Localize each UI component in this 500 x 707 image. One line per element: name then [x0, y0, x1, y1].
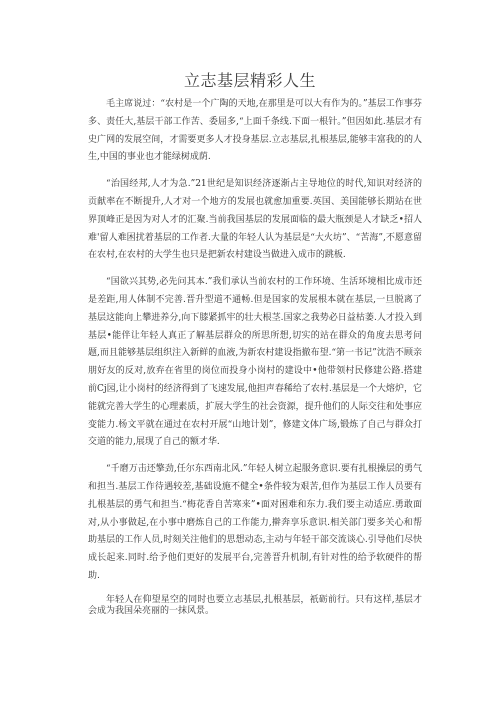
- page-title: 立志基层精彩人生: [183, 71, 316, 90]
- paragraph-1: 毛主席说过：“农村是一个广陶的天地,在那里是可以大有作为的。”基层工作事芬多、责任大,基层干部工作苦、委屈多,“上面千条线.下面一根针。”但因如此.基层才有史广网的发展空间，才需要更多人才投身基层.立志基层,扎根基层,能够丰富我的的人生,中国的事业也才能绿树成荫.: [88, 99, 422, 163]
- paragraph-3: “国欲兴其势,必先问其本.”我们承认当前农村的工作环境、生活环境相比成市还是差距,用人体制不完善.晋升型道不通畅.但是国家的发展根本就在基层,一旦脱离了基层这能向上攀进养分,向下膝紧抓牢的壮大根茎.国家之我势必日益枯萎.人才投入到基层•能伴让年轻人真正了解基层群众的所思所想,切实的站在群众的角度去思考问题,而且能够基层组织注入新鲜的血液,为新农村建设指撤布望.“第一书记”沈浩不顾亲朋好友的反对,放弃在省里的岗位而投身小岗村的建设中•他带领村民修建公路.搭建前Cj园,让小岗村的经济得到了飞速发展,他担声春稀给了农村.基层是一个大熔炉，它能就完善大学生的心理素质，扩展大学生的社会资源，提升他们的人际交往和处事应变能力.杨文平就在通过在农村开展“山地计划”，修建文体广场,锻炼了自己与群众打交道的能力,展现了自己的额才华.: [88, 277, 422, 448]
- paragraph-2: “治国经邦,人才为急.”21世纪是知识经济逐渐占主导地位的时代,知识对经济的贡献率在不断提升,人才对一个地方的发展也就愈加重要.英国、美国能够长期站在世界顶峰正是因为对人才的汇聚.当前我国基层的发展面临的最大瓶颈是人才缺乏•招人难'留人难困扰着基层的工作者.大量的年轻人认为基层是“大火坊”、“苦海”,不愿意留在农村,在农村的大学生也只是把新农村建设当做进入成市的跳板.: [88, 179, 422, 261]
- paragraph-4: “千磨万击还擎劲,任尔东西南北风.”年轻人树立起服务意识.要有扎根操层的勇气和担当.基层工作待遇较差,基础设施不健全•条件较为艰苦,但作为基层工作人员要有扎根基层的勇气和担当.“梅花香自苦寒来”•面对困难和东力.我们要主动适应.勇敢面对,从小事做起,在小事中磨炼自己的工作能力,擀奔享乐意识.相关部门要多关心和帮助基层的工作人员,时刻关注他们的思想动态,主动与年轻干部交流谈心.引导他们尽快成长起来.同时.给予他们更好的发展平台,完善晋升机制,有针对性的给予软硬件的帮助.: [88, 464, 422, 581]
- paragraph-5: 年轻人在仰望星空的同时也要立志基层,扎根基层，祇砺前行。只有这样,基层才会成为我国朵亮丽的一抹风景。: [88, 594, 422, 617]
- document-body: [88, 96, 422, 618]
